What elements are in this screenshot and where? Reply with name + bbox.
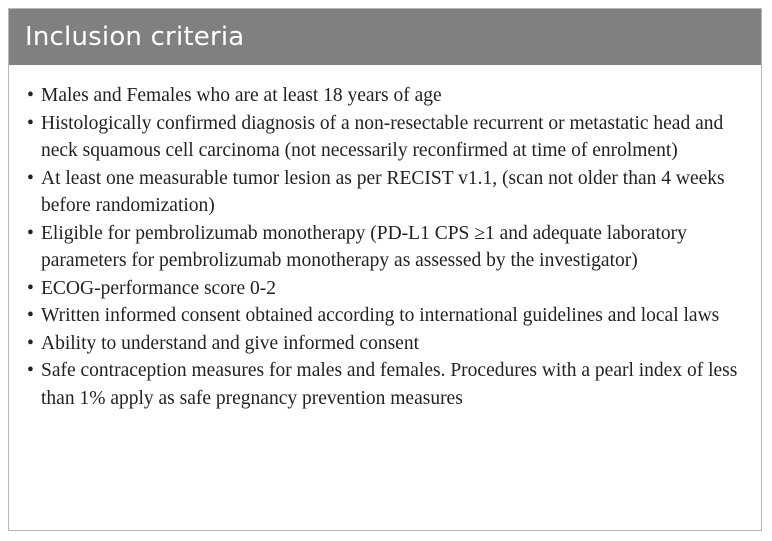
bullet-icon: •: [27, 167, 34, 189]
table-header: [9, 9, 761, 65]
criteria-item-contraception: [27, 357, 743, 412]
table-header-title: Inclusion criteria: [25, 22, 245, 52]
criteria-text: Eligible for pembrolizumab monotherapy (PD-L1 CPS ≥1 and adequate laboratory parameters for pembrolizumab monotherapy as assessed by the investigator): [41, 222, 687, 271]
criteria-text: Written informed consent obtained according to international guidelines and local laws: [41, 305, 720, 326]
bullet-icon: •: [27, 360, 34, 381]
bullet-icon: •: [27, 305, 34, 326]
criteria-item-understanding: [27, 330, 743, 358]
criteria-list: [9, 65, 761, 412]
criteria-text: At least one measurable tumor lesion as per RECIST v1.1, (scan not older than 4 weeks before randomization): [41, 167, 725, 216]
bullet-icon: •: [27, 222, 34, 244]
criteria-item-diagnosis: [27, 110, 743, 165]
criteria-text: Ability to understand and give informed consent: [41, 332, 420, 354]
criteria-text: Safe contraception measures for males and females. Procedures with a pearl index of less than 1% apply as safe pregnancy prevention measures: [41, 360, 738, 409]
criteria-text: ECOG-performance score 0-2: [41, 277, 276, 299]
criteria-item-lesion: [27, 165, 743, 220]
criteria-item-age: [27, 82, 743, 110]
criteria-item-consent: [27, 302, 743, 330]
inclusion-criteria-table: [8, 8, 762, 531]
criteria-item-ecog: [27, 275, 743, 303]
criteria-text: Histologically confirmed diagnosis of a non-resectable recurrent or metastatic head and neck squamous cell carcinoma (not necessarily reconfirmed at time of enrolment): [41, 112, 724, 161]
criteria-item-eligibility: [27, 220, 743, 275]
bullet-icon: •: [27, 277, 34, 299]
criteria-text: Males and Females who are at least 18 years of age: [41, 85, 442, 106]
bullet-icon: •: [27, 85, 34, 106]
bullet-icon: •: [27, 112, 34, 134]
bullet-icon: •: [27, 332, 34, 354]
